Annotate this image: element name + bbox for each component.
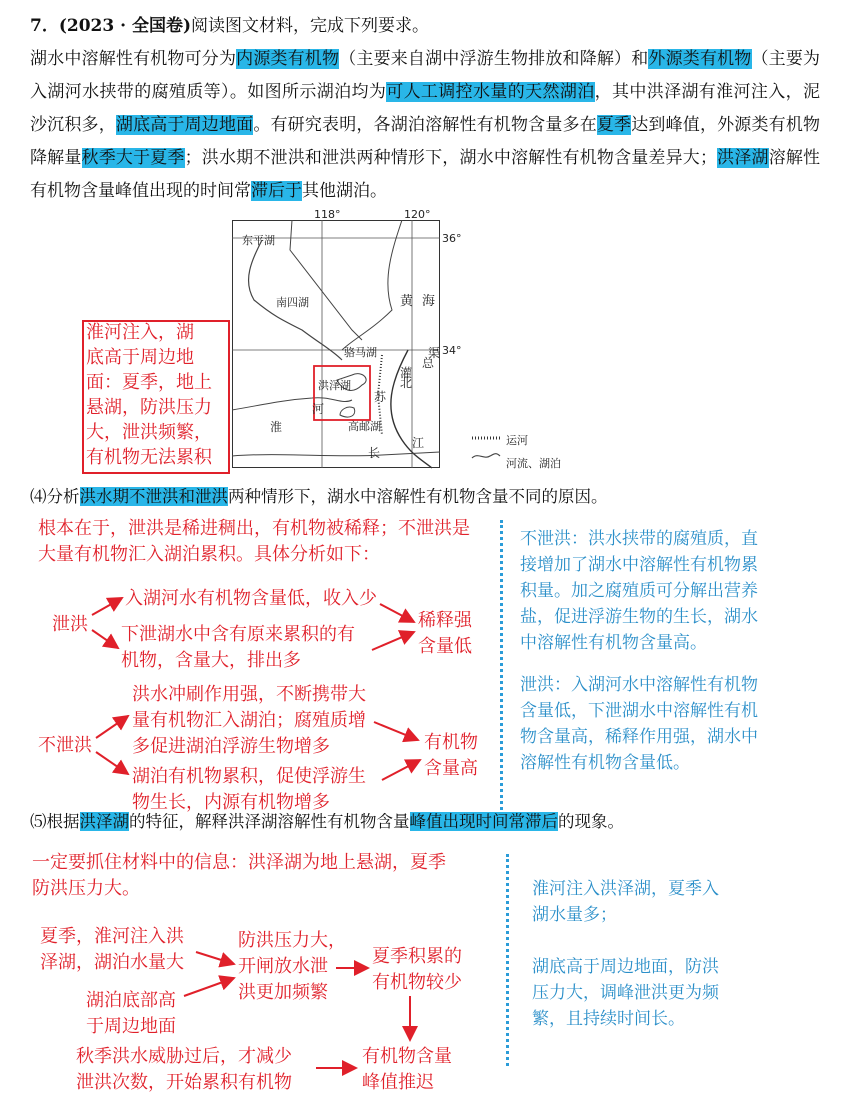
- q5-node-3: 防洪压力大， 开闸放水泄 洪更加频繁: [238, 930, 346, 1003]
- map-qu: 渠: [428, 346, 441, 360]
- highlight-adjustable-lake: 可人工调控水量的天然湖泊: [386, 82, 595, 102]
- q4-side-note-2: 泄洪：入湖河水中溶解性有机物 含量低，下泄湖水中溶解性有机 物含量高，稀释作用强，湖水中 溶解性有机物含量低。: [520, 675, 758, 773]
- map-lat-36: 36°: [442, 232, 462, 245]
- map-lake-hongze: 洪泽湖: [318, 379, 351, 392]
- question-instruction: 阅读图文材料，完成下列要求。: [191, 16, 430, 36]
- highlight-q5-lake: 洪泽湖: [79, 812, 129, 831]
- legend-icons: [470, 430, 506, 464]
- map-su: 苏: [374, 390, 387, 404]
- map-sea-2: 海: [422, 294, 436, 309]
- map-lake-nansi: 南四湖: [276, 296, 309, 309]
- q4-xiehong-label: 泄洪: [52, 614, 88, 635]
- highlight-endogenous: 内源类有机物: [236, 49, 340, 69]
- map-jiang: 江: [412, 436, 425, 450]
- q5-side-note-1: 淮河注入洪泽湖，夏季入 湖水量多；: [532, 879, 719, 925]
- highlight-autumn: 秋季大于夏季: [81, 148, 185, 168]
- legend-river: 河流、湖泊: [506, 457, 561, 470]
- q5-node-6: 有机物含量 峰值推迟: [362, 1046, 452, 1093]
- map-lon-120: 120°: [404, 208, 431, 221]
- map-lake-gaoyou: 高邮湖: [348, 420, 381, 433]
- question-header: [30, 10, 820, 43]
- q4-x2: 下泄湖水中含有原来累积的有 机物，含量大，排出多: [121, 624, 355, 671]
- question-number: 7．: [30, 16, 59, 36]
- material-paragraph: 湖水中溶解性有机物可分为内源类有机物（主要来自湖中浮游生物排放和降解）和外源类有机物（主要为入湖河水挟带的腐殖质等）。如图所示湖泊均为可人工调控水量的天然湖泊，其中洪泽湖有淮河注入，泥沙沉积多，湖底高于周边地面。有研究表明，各湖泊溶解性有机物含量多在夏季达到峰值，外源类有机物降解量秋季大于夏季；洪水期不泄洪和泄洪两种情形下，湖水中溶解性有机物含量差异大；洪泽湖溶解性有机物含量峰值出现的时间常滞后于其他湖泊。: [30, 49, 821, 201]
- q4-divider: [500, 520, 503, 816]
- map-note: 淮河注入，湖 底高于周边地 面：夏季，地上 悬湖，防洪压力 大，泄洪频繁， 有机物无法累积: [86, 322, 212, 468]
- highlight-hongze: 洪泽湖: [716, 148, 769, 168]
- map-lat-34: 34°: [442, 344, 462, 357]
- q4-x1: 入湖河水有机物含量低，收入少: [125, 588, 377, 609]
- q4-bres: 有机物 含量高: [424, 732, 478, 779]
- highlight-lag: 滞后于: [251, 181, 302, 201]
- question-4: ⑷分析洪水期不泄洪和泄洪两种情形下，湖水中溶解性有机物含量不同的原因。: [30, 487, 608, 506]
- q4-b1: 洪水冲刷作用强，不断携带大 量有机物汇入湖泊；腐殖质增 多促进湖泊浮游生物增多: [132, 684, 366, 757]
- question-source: (2023 · 全国卷): [58, 16, 192, 36]
- map-lake-luoma: 骆马湖: [344, 346, 377, 359]
- q5-side-note-2: 湖底高于周边地面，防洪 压力大，调峰泄洪更为频 繁，且持续时间长。: [532, 957, 719, 1029]
- q5-node-1: 夏季，淮河注入洪 泽湖，湖泊水量大: [40, 926, 184, 973]
- map-huai: 淮: [270, 420, 283, 434]
- q5-node-4: 夏季积累的 有机物较少: [372, 946, 462, 993]
- map-he: 河: [312, 402, 325, 416]
- map-graphic: [232, 220, 440, 472]
- q4-buxie-label: 不泄洪: [38, 735, 92, 756]
- q4-b2: 湖泊有机物累积，促使浮游生 物生长，内源有机物增多: [132, 766, 366, 813]
- legend-canal: 运河: [506, 434, 528, 447]
- map-lake-dongping: 东平湖: [242, 234, 275, 247]
- map-zong: 总: [422, 356, 435, 370]
- lake-map: [232, 208, 462, 472]
- q5-divider: [506, 854, 509, 1066]
- map-guan: 灌: [400, 366, 413, 380]
- q4-xres: 稀释强 含量低: [418, 610, 472, 657]
- q4-side-note-1: 不泄洪：洪水挟带的腐殖质，直 接增加了湖水中溶解性有机物累 积量。加之腐殖质可分解出营养 盐，促进浮游生物的生长，湖水 中溶解性有机物含量高。: [520, 529, 758, 653]
- question-5: ⑸根据洪泽湖的特征，解释洪泽湖溶解性有机物含量峰值出现时间常滞后的现象。: [30, 812, 624, 831]
- map-lon-118: 118°: [314, 208, 341, 221]
- highlight-q4: 洪水期不泄洪和泄洪: [79, 487, 228, 506]
- highlight-exogenous: 外源类有机物: [648, 49, 752, 69]
- map-bei: 北: [400, 376, 413, 390]
- map-chang: 长: [368, 446, 381, 460]
- q5-node-2: 湖泊底部高 于周边地面: [86, 990, 176, 1037]
- highlight-lakebed: 湖底高于周边地面: [115, 115, 254, 135]
- map-sea-1: 黄: [400, 294, 414, 309]
- q5-node-5: 秋季洪水威胁过后，才减少 泄洪次数，开始累积有机物: [76, 1046, 292, 1093]
- highlight-q5-lag: 峰值出现时间常滞后: [409, 812, 558, 831]
- highlight-summer: 夏季: [596, 115, 632, 135]
- q5-intro: 一定要抓住材料中的信息：洪泽湖为地上悬湖，夏季 防洪压力大。: [32, 852, 446, 899]
- q4-intro: 根本在于，泄洪是稀进稠出，有机物被稀释；不泄洪是 大量有机物汇入湖泊累积。具体分析如下：: [38, 518, 470, 565]
